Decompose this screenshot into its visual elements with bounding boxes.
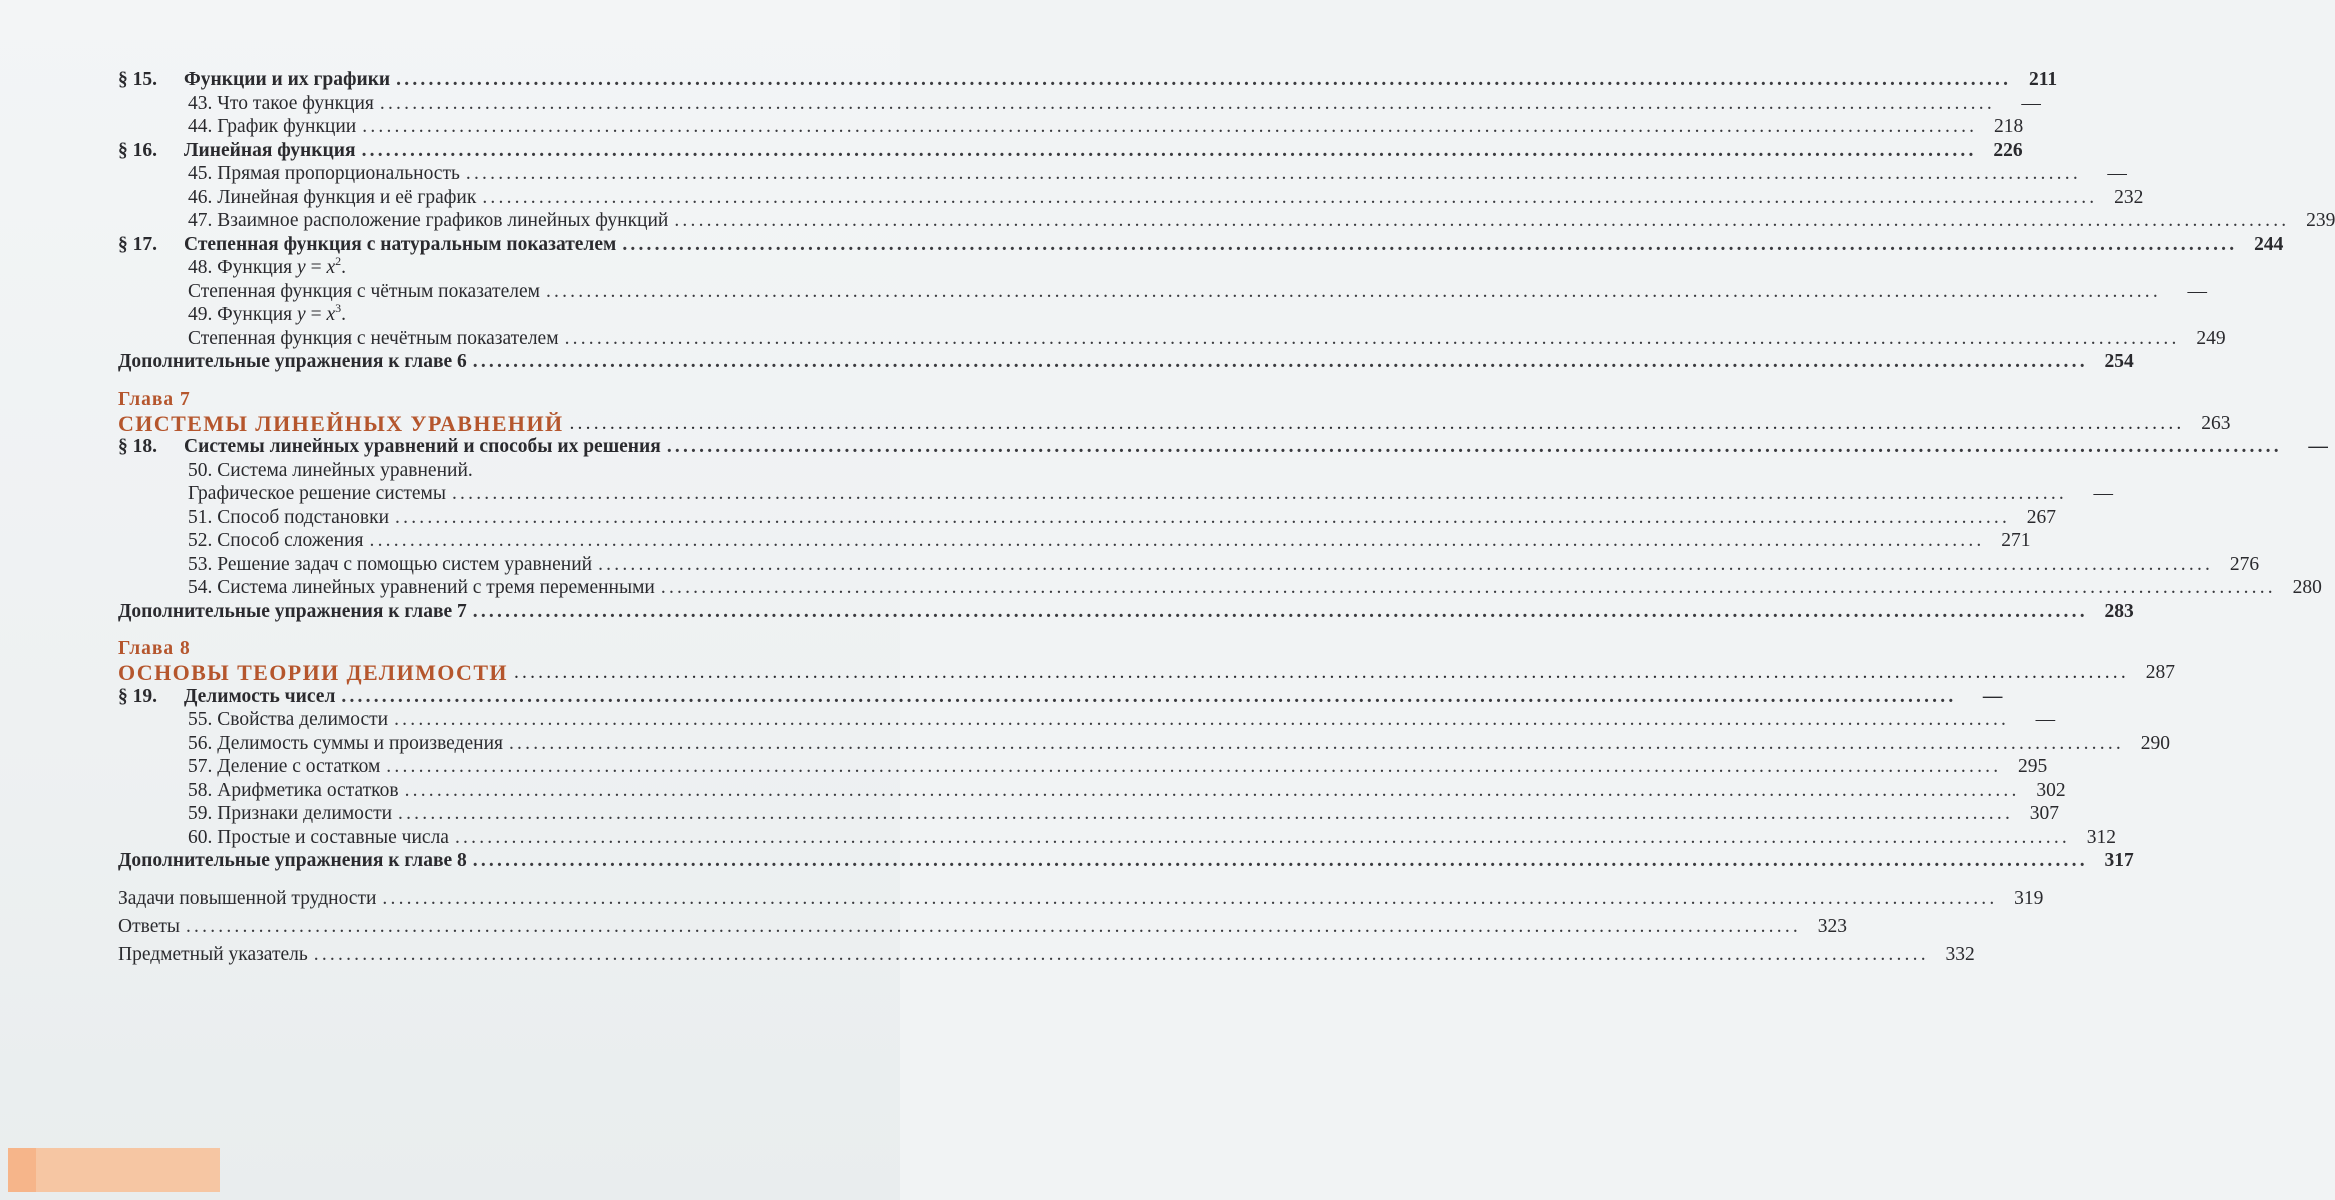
toc-entry-title: 59. Признаки делимости — [188, 803, 393, 824]
dot-leader: ........................................................................................................................................................................................................ — [451, 483, 2067, 504]
dot-leader: ........................................................................................................................................................................................................ — [545, 280, 2161, 302]
section-number: § 16. — [118, 139, 157, 161]
section-title: Линейная функция — [184, 139, 356, 161]
dot-leader: ........................................................................................................................................................................................................ — [369, 530, 1985, 551]
toc-entry — [118, 913, 1847, 941]
toc-entry — [118, 755, 2048, 779]
toc-page-number: 312 — [2086, 826, 2116, 848]
toc-entry-title: 47. Взаимное расположение графиков линейных функций — [188, 210, 669, 231]
toc-entry-title: 60. Простые и составные числа — [188, 826, 449, 848]
toc-entry — [118, 732, 2170, 756]
toc-page-number: 319 — [2014, 887, 2044, 909]
chapter-title: ОСНОВЫ ТЕОРИИ ДЕЛИМОСТИ — [118, 660, 508, 685]
toc-entry-title: Степенная функция с нечётным показателем — [188, 327, 559, 349]
toc-entry-title: 55. Свойства делимости — [188, 709, 389, 730]
toc-entry-title: Дополнительные упражнения к главе 6 — [118, 351, 467, 372]
dot-leader: ........................................................................................................................................................................................................ — [341, 685, 1957, 707]
dot-leader: ........................................................................................................................................................................................................ — [396, 69, 2012, 90]
table-of-contents — [118, 68, 2335, 969]
toc-entry — [118, 529, 2031, 553]
chapter-label: Глава 8 — [118, 638, 191, 659]
toc-page-number: — — [2021, 92, 2041, 114]
toc-page-number: 267 — [2026, 506, 2057, 528]
toc-entry-title: 45. Прямая пропорциональность — [188, 163, 460, 184]
dot-leader: ........................................................................................................................................................................................................ — [361, 139, 1977, 161]
toc-entry — [118, 553, 2260, 577]
dot-leader: ........................................................................................................................................................................................................ — [362, 116, 1978, 137]
toc-entry — [118, 779, 2066, 803]
toc-entry-title: Предметный указатель — [118, 943, 308, 965]
dot-leader: ........................................................................................................................................................................................................ — [598, 553, 2214, 575]
toc-entry — [118, 506, 2057, 530]
toc-entry-title: 50. Система линейных уравнений. — [188, 459, 473, 481]
dot-leader: ........................................................................................................................................................................................................ — [564, 327, 2180, 349]
toc-entry — [118, 186, 2144, 210]
dot-leader: ........................................................................................................................................................................................................ — [395, 506, 2011, 528]
chapter-heading — [118, 410, 2231, 436]
toc-page-number: 211 — [2028, 69, 2058, 90]
toc-page-number: 332 — [1945, 943, 1975, 965]
toc-page-number: — — [2035, 709, 2056, 730]
toc-entry-title: 49. Функция $y = x^3$. — [188, 301, 346, 325]
toc-page-number: — — [1982, 685, 2003, 707]
toc-extra-exercises — [118, 849, 2134, 873]
toc-entry-title — [118, 685, 335, 709]
toc-page-number: — — [2107, 163, 2127, 184]
toc-entry — [118, 826, 2116, 850]
toc-entry-title: 43. Что такое функция — [188, 92, 374, 114]
toc-entry-title: 51. Способ подстановки — [188, 506, 390, 528]
dot-leader: ........................................................................................................................................................................................................ — [472, 351, 2088, 372]
toc-page-number: 239 — [2306, 210, 2335, 231]
toc-entry — [118, 482, 2113, 506]
toc-entry-title: Задачи повышенной трудности — [118, 887, 377, 909]
toc-page-number: 271 — [2001, 530, 2031, 551]
toc-entry-title — [118, 435, 661, 459]
toc-entry — [118, 802, 2060, 826]
dot-leader: ........................................................................................................................................................................................................ — [185, 915, 1801, 937]
section-title: Степенная функция с натуральным показателем — [184, 233, 617, 255]
toc-entry-title: 44. График функции — [188, 116, 357, 137]
toc-group-section18-lessons — [118, 506, 2322, 624]
dot-leader: ........................................................................................................................................................................................................ — [394, 709, 2010, 730]
dot-leader: ........................................................................................................................................................................................................ — [404, 779, 2020, 801]
chapter-title: СИСТЕМЫ ЛИНЕЙНЫХ УРАВНЕНИЙ — [118, 410, 564, 436]
toc-page-number: 276 — [2229, 553, 2260, 575]
toc-entry-title: 53. Решение задач с помощью систем уравнений — [188, 553, 593, 575]
toc-section — [118, 68, 2058, 92]
toc-page-number: 249 — [2196, 327, 2226, 349]
toc-page-number: 287 — [2145, 662, 2175, 683]
toc-section — [118, 139, 2023, 163]
section-title: Делимость чисел — [184, 685, 336, 707]
dot-leader: ........................................................................................................................................................................................................ — [465, 163, 2081, 184]
toc-group-section18 — [118, 435, 2328, 459]
toc-page-number: 302 — [2036, 779, 2066, 801]
dot-leader: ........................................................................................................................................................................................................ — [379, 92, 1995, 114]
dot-leader: ........................................................................................................................................................................................................ — [454, 826, 2070, 848]
dot-leader: ........................................................................................................................................................................................................ — [482, 186, 2098, 208]
section-title: Функции и их графики — [184, 69, 391, 90]
toc-entry-title: 56. Делимость суммы и произведения — [188, 732, 503, 754]
toc-entry — [118, 941, 1975, 969]
toc-entry — [118, 115, 2024, 139]
section-number: § 18. — [118, 436, 157, 457]
toc-page-number: — — [2187, 280, 2207, 302]
toc-extra-exercises — [118, 350, 2134, 374]
corner-color-tab — [8, 1148, 220, 1192]
dot-leader: ........................................................................................................................................................................................................ — [472, 850, 2088, 871]
toc-page-number: 295 — [2018, 756, 2048, 777]
toc-page-number: 290 — [2140, 732, 2170, 754]
dot-leader: ........................................................................................................................................................................................................ — [622, 233, 2238, 255]
toc-entry-title: 54. Система линейных уравнений с тремя переменными — [188, 577, 655, 598]
dot-leader: ........................................................................................................................................................................................................ — [513, 662, 2129, 683]
toc-entry-title: 58. Арифметика остатков — [188, 779, 399, 801]
toc-entry-title — [118, 233, 616, 257]
toc-page-number: 323 — [1817, 915, 1847, 937]
toc-entry-title: Ответы — [118, 915, 180, 937]
dot-leader: ........................................................................................................................................................................................................ — [472, 600, 2088, 622]
toc-entry — [118, 459, 858, 483]
toc-entry — [118, 162, 2127, 186]
toc-page-number: 317 — [2104, 850, 2134, 871]
dot-leader: ........................................................................................................................................................................................................ — [674, 210, 2290, 231]
toc-page-number: 254 — [2104, 351, 2134, 372]
section-number: § 19. — [118, 685, 157, 707]
toc-page-number: 244 — [2254, 233, 2284, 255]
dot-leader: ........................................................................................................................................................................................................ — [313, 943, 1929, 965]
toc-entry-title: Степенная функция с чётным показателем — [188, 280, 540, 302]
toc-entry — [118, 209, 2335, 233]
toc-page-number: 218 — [1994, 116, 2024, 137]
chapter-heading — [118, 660, 2175, 685]
toc-entry-title — [118, 68, 390, 92]
toc-entry — [118, 280, 2207, 304]
toc-entry-title: Дополнительные упражнения к главе 8 — [118, 850, 467, 871]
dot-leader: ........................................................................................................................................................................................................ — [666, 436, 2282, 457]
toc-entry-title: Дополнительные упражнения к главе 7 — [118, 600, 467, 622]
dot-leader: ........................................................................................................................................................................................................ — [660, 577, 2276, 598]
toc-page-number: — — [2093, 483, 2113, 504]
toc-page-number: 280 — [2292, 577, 2322, 598]
toc-entry — [118, 708, 2056, 732]
toc-entry-title: 46. Линейная функция и её график — [188, 186, 477, 208]
dot-leader: ........................................................................................................................................................................................................ — [569, 412, 2185, 434]
toc-page-number: 263 — [2201, 412, 2231, 434]
section-number: § 17. — [118, 233, 157, 255]
toc-back-matter — [118, 885, 2044, 969]
dot-leader: ........................................................................................................................................................................................................ — [382, 887, 1998, 909]
toc-entry-title: 52. Способ сложения — [188, 530, 364, 551]
toc-section — [118, 685, 2003, 709]
dot-leader: ........................................................................................................................................................................................................ — [508, 732, 2124, 754]
toc-entry — [118, 885, 2044, 913]
toc-page-number: 307 — [2029, 803, 2060, 824]
section-number: § 15. — [118, 69, 157, 90]
toc-page-number: 232 — [2114, 186, 2144, 208]
dot-leader: ........................................................................................................................................................................................................ — [398, 803, 2014, 824]
toc-page-number: 226 — [1993, 139, 2023, 161]
toc-section — [118, 435, 2328, 459]
toc-entry — [118, 256, 858, 280]
toc-group-chapter8 — [118, 685, 2170, 873]
toc-entry-title: 57. Деление с остатком — [188, 756, 381, 777]
chapter-label: Глава 7 — [118, 388, 191, 410]
toc-page-number: — — [2308, 436, 2328, 457]
toc-group-chapter6 — [118, 68, 2335, 256]
toc-entry-title — [118, 139, 356, 163]
toc-entry — [118, 327, 2226, 351]
toc-page-number: 283 — [2104, 600, 2134, 622]
toc-entry — [118, 303, 858, 327]
toc-extra-exercises — [118, 600, 2134, 624]
dot-leader: ........................................................................................................................................................................................................ — [386, 756, 2002, 777]
toc-entry — [118, 92, 2041, 116]
toc-entry-title: Графическое решение системы — [188, 483, 446, 504]
toc-entry-title: 48. Функция $y = x^2$. — [188, 254, 346, 278]
section-title: Системы линейных уравнений и способы их решения — [184, 436, 661, 457]
toc-entry — [118, 576, 2322, 600]
toc-section — [118, 233, 2284, 257]
